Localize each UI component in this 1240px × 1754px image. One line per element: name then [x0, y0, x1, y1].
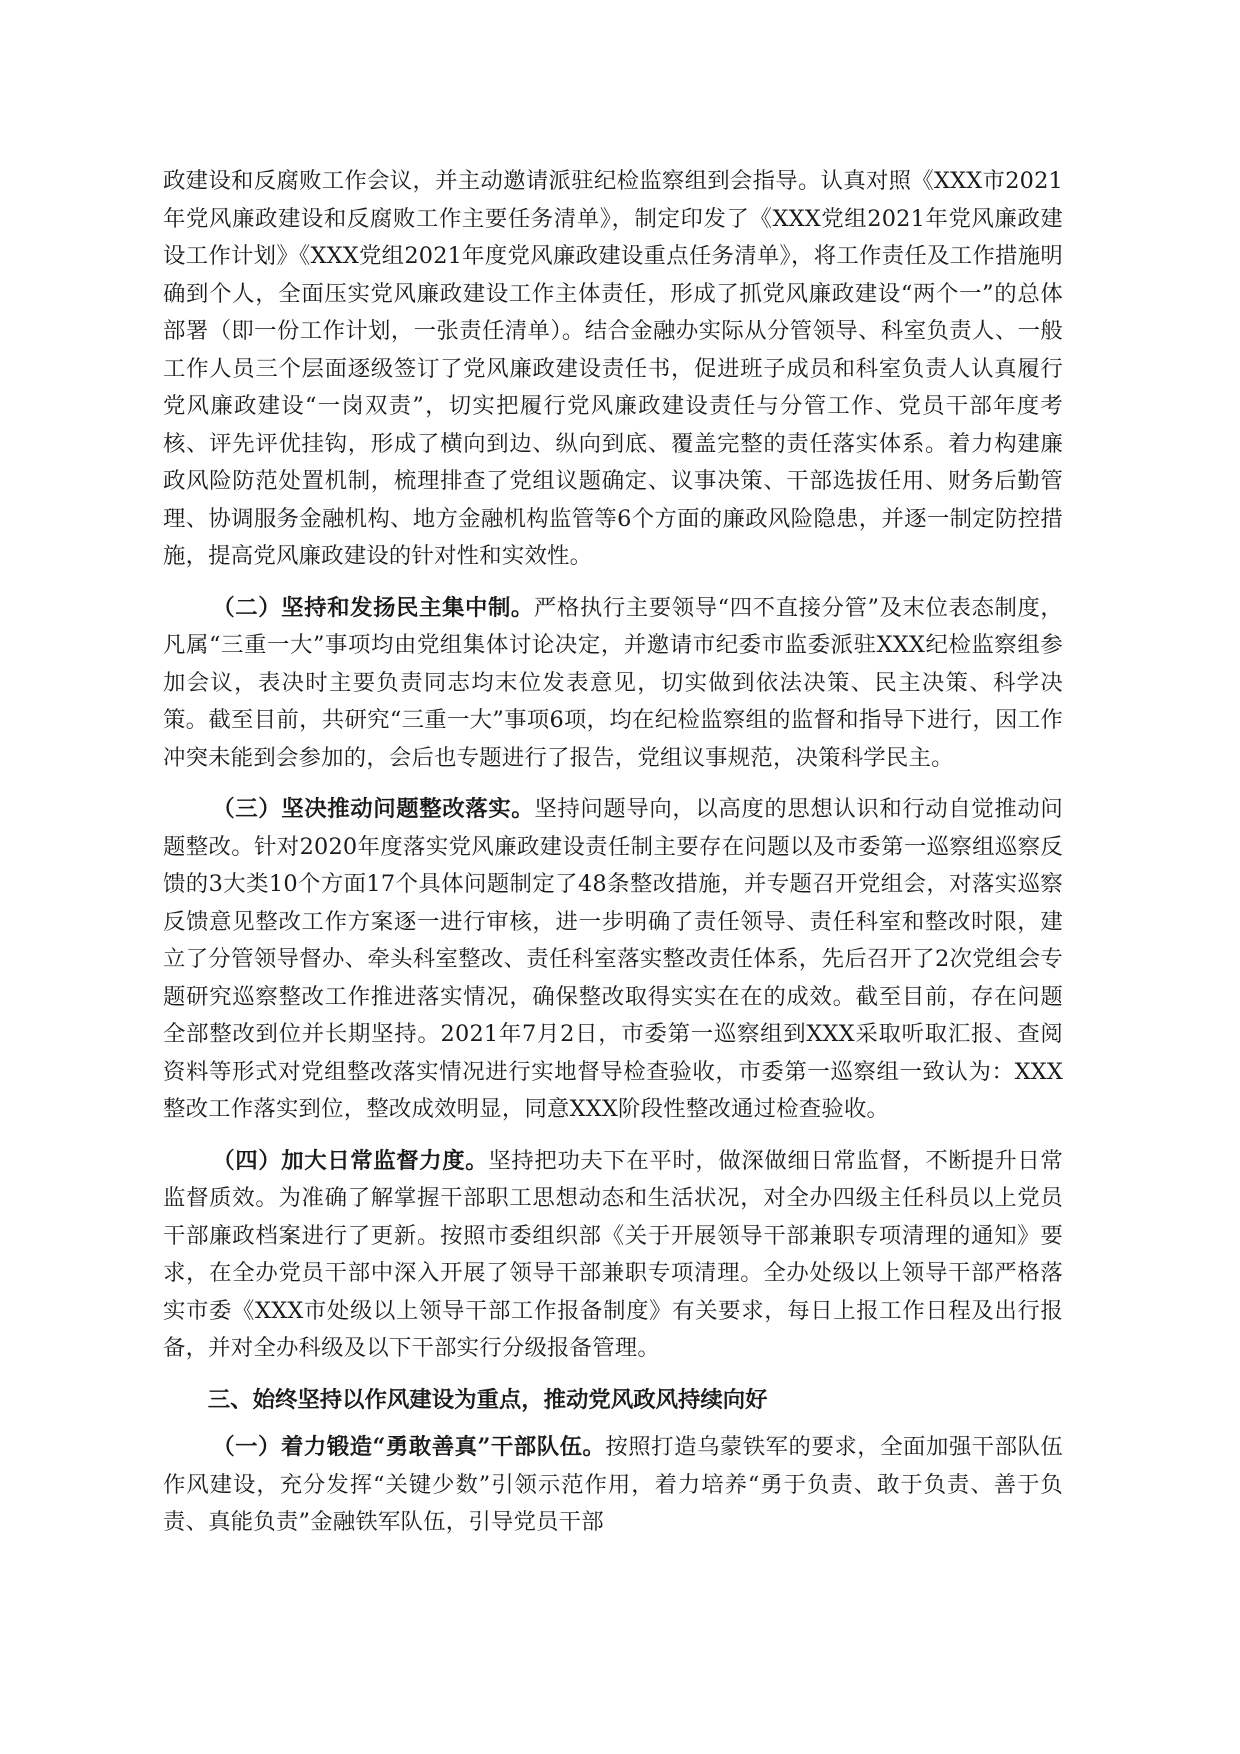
- paragraph-text: 坚持问题导向，以高度的思想认识和行动自觉推动问题整改。针对2020年度落实党风廉政建设责任制主要存在问题以及市委第一巡察组巡察反馈的3大类10个方面17个具体问题制定了48条整改措施，并专题召开党组会，对落实巡察反馈意见整改工作方案逐一进行审核，进一步明确了责任领导、责任科室和整改时限，建立了分管领导督办、牵头科室整改、责任科室落实整改责任体系，先后召开了2次党组会专题研究巡察整改工作推进落实情况，确保整改取得实实在在的成效。截至目前，存在问题全部整改到位并长期坚持。2021年7月2日，市委第一巡察组到XXX采取听取汇报、查阅资料等形式对党组整改落实情况进行实地督导检查验收，市委第一巡察组一致认为：XXX整改工作落实到位，整改成效明显，同意XXX阶段性整改通过检查验收。: [163, 796, 1063, 1122]
- paragraph-lead: （一）着力锻造“勇敢善真”干部队伍。: [212, 1434, 606, 1460]
- paragraph-lead: （四）加大日常监督力度。: [212, 1147, 489, 1174]
- paragraph-cadre-team: [163, 1429, 1063, 1542]
- paragraph-rectification: [163, 791, 1063, 1129]
- paragraph-text: 按照打造乌蒙铁军的要求，全面加强干部队伍作风建设，充分发挥“关键少数”引领示范作用，着力培养“勇于负责、敢于负责、善于负责、真能负责”金融铁军队伍，引导党员干部: [163, 1434, 1064, 1535]
- paragraph-responsibility-system: [163, 163, 1063, 576]
- paragraph-democratic-centralism: [163, 590, 1063, 778]
- paragraph-daily-supervision: [163, 1143, 1063, 1368]
- paragraph-lead: （三）坚决推动问题整改落实。: [212, 796, 535, 822]
- paragraph-text: 政建设和反腐败工作会议，并主动邀请派驻纪检监察组到会指导。认真对照《XXX市2021年党风廉政建设和反腐败工作主要任务清单》，制定印发了《XXX党组2021年党风廉政建设工作计划》《XXX党组2021年度党风廉政建设重点任务清单》，将工作责任及工作措施明确到个人，全面压实党风廉政建设工作主体责任，形成了抓党风廉政建设“两个一”的总体部署（即一份工作计划，一张责任清单）。结合金融办实际从分管领导、科室负责人、一般工作人员三个层面逐级签订了党风廉政建设责任书，促进班子成员和科室负责人认真履行党风廉政建设“一岗双责”，切实把履行党风廉政建设责任与分管工作、党员干部年度考核、评先评优挂钩，形成了横向到边、纵向到底、覆盖完整的责任落实体系。着力构建廉政风险防范处置机制，梳理排查了党组议题确定、议事决策、干部选拔任用、财务后勤管理、协调服务金融机构、地方金融机构监管等6个方面的廉政风险隐患，并逐一制定防控措施，提高党风廉政建设的针对性和实效性。: [163, 168, 1063, 569]
- document-body: [163, 163, 1063, 1556]
- paragraph-lead: （二）坚持和发扬民主集中制。: [212, 594, 534, 621]
- paragraph-text: 坚持把功夫下在平时，做深做细日常监督，不断提升日常监督质效。为准确了解掌握干部职工思想动态和生活状况，对全办四级主任科员以上党员干部廉政档案进行了更新。按照市委组织部《关于开展领导干部兼职专项清理的通知》要求，在全办党员干部中深入开展了领导干部兼职专项清理。全办处级以上领导干部严格落实市委《XXX市处级以上领导干部工作报备制度》有关要求，每日上报工作日程及出行报备，并对全办科级及以下干部实行分级报备管理。: [163, 1147, 1063, 1361]
- paragraph-text: 严格执行主要领导“四不直接分管”及末位表态制度，凡属“三重一大”事项均由党组集体讨论决定，并邀请市纪委市监委派驻XXX纪检监察组参加会议，表决时主要负责同志均末位发表意见，切实做到依法决策、民主决策、科学决策。截至目前，共研究“三重一大”事项6项，均在纪检监察组的监督和指导下进行，因工作冲突未能到会参加的，会后也专题进行了报告，党组议事规范，决策科学民主。: [163, 594, 1063, 771]
- section-heading: 三、始终坚持以作风建设为重点，推动党风政风持续向好: [207, 1386, 768, 1413]
